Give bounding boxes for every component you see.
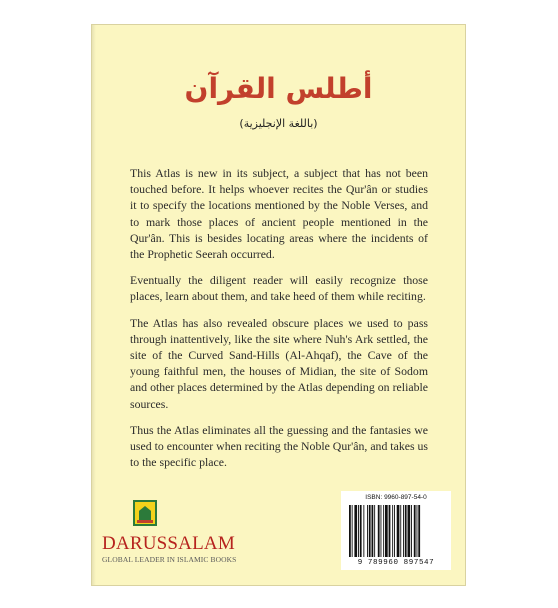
barcode-bar — [369, 505, 371, 557]
barcode-bar — [358, 505, 359, 557]
barcode-bar — [367, 505, 368, 557]
barcode-bar — [397, 505, 400, 557]
barcode-bar — [411, 505, 412, 557]
barcode-bar — [408, 505, 411, 557]
barcode-bar — [389, 505, 391, 557]
barcode-bar — [354, 505, 357, 557]
barcode-graphic — [349, 505, 443, 557]
blurb-paragraph: The Atlas has also revealed obscure places we used to pass through inattentively, like the site where Nuh's Ark settled, the site of the Curved Sand-Hills (Al-Ahqaf), the Cave of the young faithful men, the houses of Midian, the site of Sodom and other places determined by the Atlas depending on reliable sources. — [130, 315, 428, 411]
barcode-bar — [363, 505, 364, 557]
barcode-bar — [381, 505, 382, 557]
barcode-bar — [403, 505, 404, 557]
barcode-bar — [392, 505, 393, 557]
barcode-bar — [417, 505, 418, 557]
barcode-bar — [372, 505, 374, 557]
publisher-tagline: GLOBAL LEADER IN ISLAMIC BOOKS — [102, 555, 237, 564]
barcode-bar — [400, 505, 401, 557]
arabic-title: أطلس القرآن — [184, 72, 373, 105]
blurb-text — [130, 165, 428, 480]
barcode-box — [341, 491, 451, 570]
logo-book-icon — [139, 506, 151, 520]
blurb-paragraph: Eventually the diligent reader will easily recognize those places, learn about them, and take heed of them while reciting. — [130, 273, 428, 304]
barcode-bar — [418, 505, 420, 557]
barcode-bar — [385, 505, 388, 557]
barcode-bar — [360, 505, 362, 557]
barcode-bar — [414, 505, 416, 557]
barcode-bar — [378, 505, 380, 557]
publisher-logo — [133, 500, 157, 526]
barcode-bar — [405, 505, 407, 557]
spine-shadow — [92, 25, 96, 585]
arabic-subtitle: (باللغة الإنجليزية) — [239, 117, 318, 130]
isbn-label: ISBN: 9960-897-54-0 — [365, 494, 427, 501]
ean-number: 9 789960 897547 — [357, 559, 435, 567]
barcode-bar — [352, 505, 353, 557]
book-back-cover — [91, 24, 466, 586]
barcode-bar — [349, 505, 351, 557]
logo-band — [137, 520, 153, 523]
blurb-paragraph: This Atlas is new in its subject, a subject that has not been touched before. It helps whoever recites the Qur'ân or studies it to specify the locations mentioned by the Noble Verses, and to mark those places of ancient people mentioned in the Qur'ân. This is besides locating areas where the incidents of the Prophetic Seerah occurred. — [130, 166, 428, 262]
publisher-name: DARUSSALAM — [102, 533, 235, 554]
barcode-bar — [383, 505, 384, 557]
barcode-bar — [394, 505, 395, 557]
blurb-paragraph: Thus the Atlas eliminates all the guessing and the fantasies we used to encounter when reciting the Noble Qur'ân, and takes us to the specific place. — [130, 422, 428, 470]
barcode-bar — [374, 505, 375, 557]
